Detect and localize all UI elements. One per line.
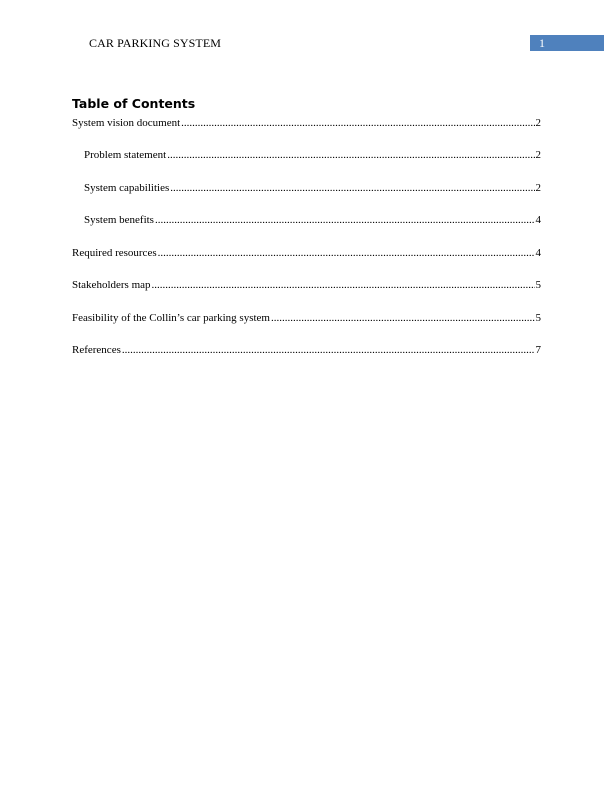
toc-entry-page: 4 — [535, 214, 541, 226]
toc-entry-stakeholders-map[interactable] — [72, 278, 541, 292]
toc-entry-system-vision-document[interactable] — [72, 116, 541, 130]
toc-dot-leader — [181, 116, 534, 130]
toc-entry-label: System vision document — [72, 117, 181, 129]
toc-entry-references[interactable] — [72, 343, 541, 357]
toc-entry-page: 7 — [535, 344, 541, 356]
toc-entry-required-resources[interactable] — [72, 246, 541, 260]
running-header-title: CAR PARKING SYSTEM — [89, 36, 222, 50]
toc-dot-leader — [167, 148, 534, 162]
toc-entry-feasibility[interactable] — [72, 311, 541, 325]
toc-dot-leader — [155, 213, 535, 227]
toc-dot-leader — [152, 278, 535, 292]
toc-entry-label: Stakeholders map — [72, 279, 151, 291]
toc-heading: Table of Contents — [72, 96, 196, 111]
toc-entry-page: 5 — [535, 279, 541, 291]
toc-entry-label: System capabilities — [84, 182, 170, 194]
toc-dot-leader — [158, 246, 535, 260]
page-number: 1 — [539, 36, 545, 50]
toc-dot-leader — [170, 181, 534, 195]
toc-entry-page: 2 — [535, 149, 541, 161]
toc-entry-label: Feasibility of the Collin’s car parking system — [72, 312, 270, 324]
page-number-badge — [530, 35, 604, 51]
toc-entry-page: 5 — [535, 312, 541, 324]
toc-entry-problem-statement[interactable] — [84, 148, 541, 162]
toc-entry-page: 2 — [535, 182, 541, 194]
toc-entry-label: System benefits — [84, 214, 154, 226]
toc-entry-label: Problem statement — [84, 149, 167, 161]
toc-entry-system-capabilities[interactable] — [84, 181, 541, 195]
toc-entry-system-benefits[interactable] — [84, 213, 541, 227]
toc-dot-leader — [122, 343, 535, 357]
toc-entry-label: References — [72, 344, 121, 356]
toc-entry-page: 2 — [535, 117, 541, 129]
toc-dot-leader — [271, 311, 535, 325]
toc-entry-label: Required resources — [72, 247, 157, 259]
toc-entry-page: 4 — [535, 247, 541, 259]
